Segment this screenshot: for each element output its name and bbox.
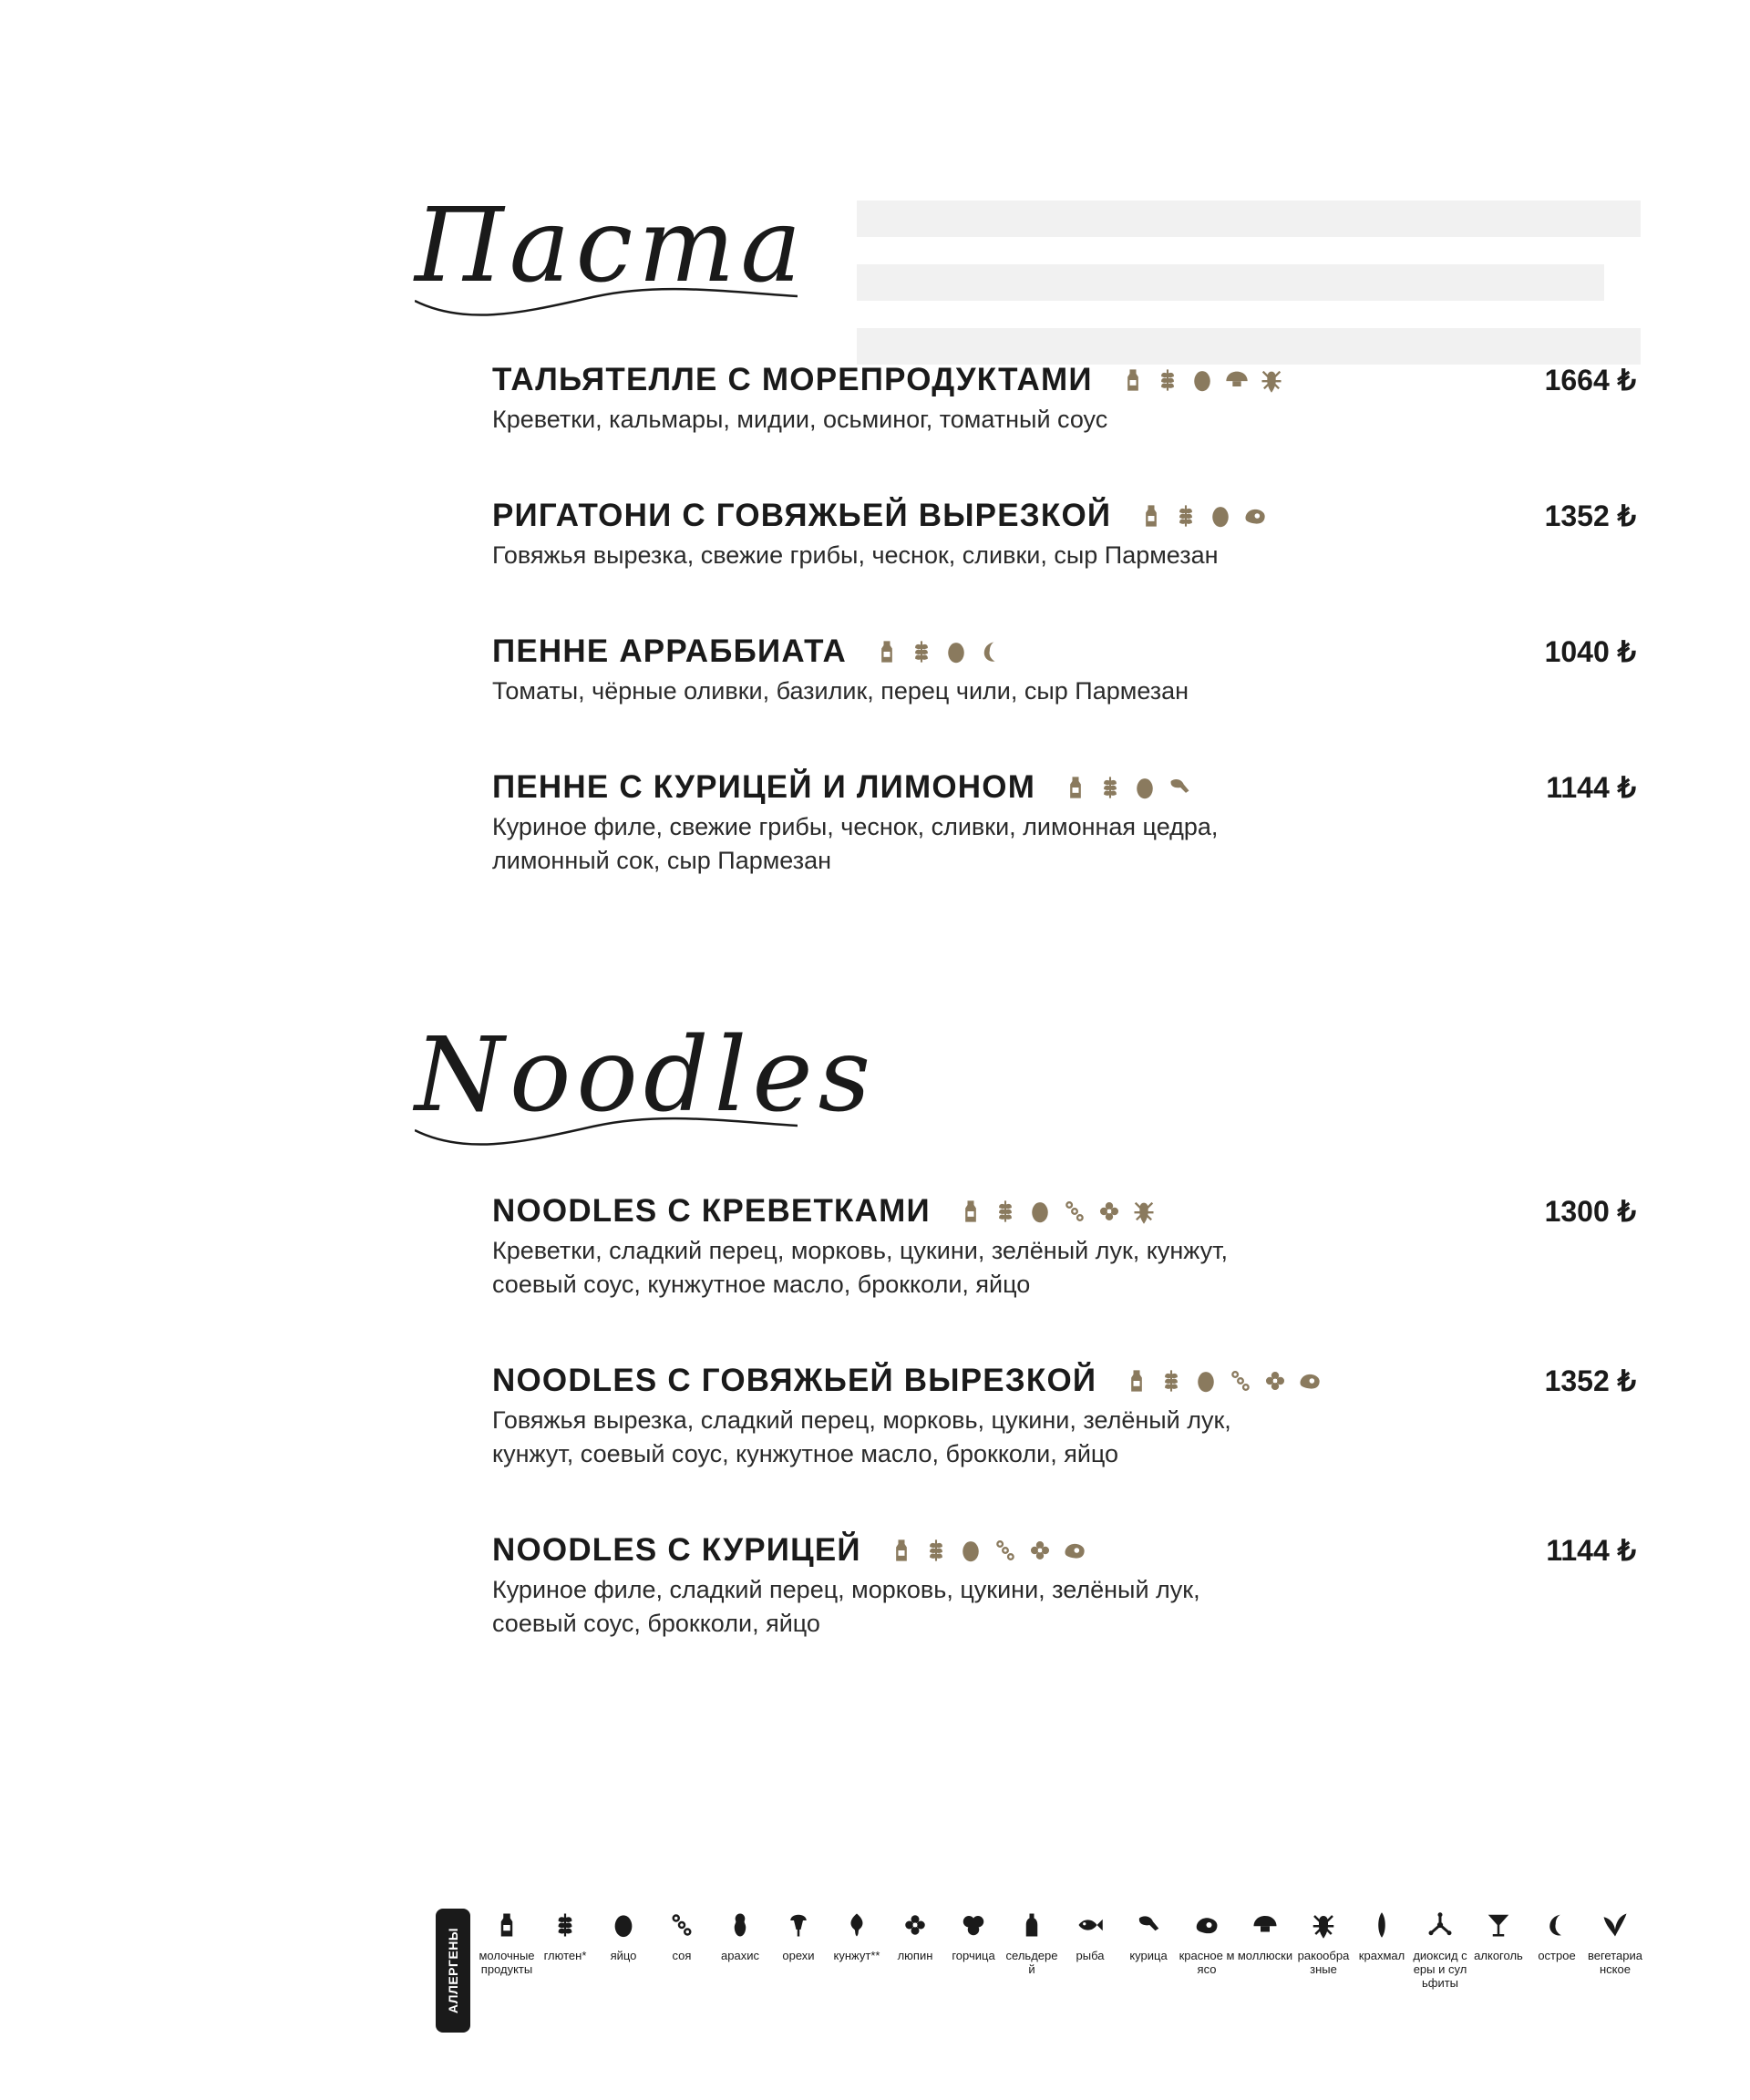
dish-item <box>492 1190 1636 1302</box>
legend-item <box>1528 1909 1586 1990</box>
peanut-icon <box>726 1911 754 1939</box>
soy-icon <box>1228 1368 1253 1394</box>
legend-label: яйцо <box>610 1949 637 1962</box>
dish-allergens <box>1063 775 1192 800</box>
dairy-icon <box>874 639 900 664</box>
dish-description: Говяжья вырезка, сладкий перец, морковь, цукини, зелёный лук, кунжут, соевый соус, кунжутное масло, брокколи, яйцо <box>492 1406 1231 1467</box>
dish-item <box>492 1360 1636 1471</box>
dairy-icon <box>1120 367 1146 393</box>
egg-icon <box>610 1911 637 1939</box>
soy-icon <box>1062 1199 1087 1224</box>
lupin-icon <box>1262 1368 1288 1394</box>
celery-icon <box>1018 1911 1045 1939</box>
legend-item <box>769 1909 828 1990</box>
dish-name: ПЕННЕ АРРАББИАТА <box>492 633 847 669</box>
legend-item <box>478 1909 536 1990</box>
dish-allergens <box>889 1538 1087 1563</box>
dairy-icon <box>889 1538 914 1563</box>
legend-label: курица <box>1129 1949 1168 1962</box>
gluten-icon <box>1097 775 1123 800</box>
legend-item <box>1411 1909 1469 1990</box>
legend-label: молочные продукты <box>479 1949 535 1976</box>
dish-name: NOODLES С КРЕВЕТКАМИ <box>492 1193 931 1229</box>
egg-icon <box>1189 367 1215 393</box>
gluten-icon <box>551 1911 579 1939</box>
section-title-noodles: Noodles <box>415 1016 877 1135</box>
legend-item <box>1178 1909 1236 1990</box>
legend-label: красное мясо <box>1179 1949 1235 1976</box>
egg-icon <box>1208 503 1233 529</box>
dish-item <box>492 1529 1636 1641</box>
crustacean-icon <box>1131 1199 1157 1224</box>
legend-item <box>886 1909 944 1990</box>
dish-description: Креветки, кальмары, мидии, осьминог, томатный соус <box>492 406 1108 433</box>
legend-label: рыба <box>1076 1949 1105 1962</box>
lupin-icon <box>901 1911 929 1939</box>
dish-description: Куриное филе, сладкий перец, морковь, цукини, зелёный лук, соевый соус, брокколи, яйцо <box>492 1576 1200 1637</box>
dish-price: 1352 ₺ <box>1544 499 1636 532</box>
gluten-icon <box>923 1538 949 1563</box>
legend-label: крахмал <box>1358 1949 1405 1962</box>
gluten-icon <box>1158 1368 1184 1394</box>
legend-label: арахис <box>721 1949 759 1962</box>
legend-label: горчица <box>952 1949 995 1962</box>
dish-description: Говяжья вырезка, свежие грибы, чеснок, сливки, сыр Пармезан <box>492 541 1219 569</box>
dish-allergens <box>1138 503 1268 529</box>
allergen-legend <box>436 1909 1648 2045</box>
starch-icon <box>1368 1911 1395 1939</box>
legend-label: ракообразные <box>1297 1949 1350 1976</box>
legend-label: моллюски <box>1237 1949 1293 1962</box>
legend-items <box>478 1909 1644 1990</box>
legend-label: алкоголь <box>1474 1949 1523 1962</box>
dish-description: Куриное филе, свежие грибы, чеснок, сливки, лимонная цедра, лимонный сок, сыр Пармезан <box>492 813 1219 874</box>
red-meat-icon <box>1062 1538 1087 1563</box>
legend-item <box>1119 1909 1178 1990</box>
red-meat-icon <box>1297 1368 1323 1394</box>
egg-icon <box>943 639 969 664</box>
legend-item <box>1236 1909 1294 1990</box>
nut-icon <box>785 1911 812 1939</box>
chicken-icon <box>1167 775 1192 800</box>
legend-item <box>1353 1909 1411 1990</box>
legend-label: диоксид серы и сульфиты <box>1413 1949 1467 1990</box>
dish-item <box>492 359 1636 437</box>
crustacean-icon <box>1310 1911 1337 1939</box>
dish-name: NOODLES С КУРИЦЕЙ <box>492 1532 861 1568</box>
title-swash <box>415 264 798 337</box>
legend-label: соя <box>672 1949 692 1962</box>
legend-tab <box>436 1909 470 2033</box>
legend-item <box>1469 1909 1528 1990</box>
legend-label: орехи <box>782 1949 815 1962</box>
dish-item <box>492 495 1636 572</box>
dairy-icon <box>1124 1368 1149 1394</box>
gluten-icon <box>1173 503 1199 529</box>
dish-name: РИГАТОНИ С ГОВЯЖЬЕЙ ВЫРЕЗКОЙ <box>492 498 1112 533</box>
spicy-icon <box>978 639 1004 664</box>
legend-item <box>1586 1909 1644 1990</box>
dairy-icon <box>1063 775 1088 800</box>
legend-title: АЛЛЕРГЕНЫ <box>446 1927 460 2014</box>
legend-item <box>944 1909 1003 1990</box>
legend-item <box>653 1909 711 1990</box>
red-meat-icon <box>1242 503 1268 529</box>
section-title-pasta: Паста <box>415 187 808 305</box>
legend-item <box>1294 1909 1353 1990</box>
dish-name: ТАЛЬЯТЕЛЛЕ С МОРЕПРОДУКТАМИ <box>492 362 1093 397</box>
gluten-icon <box>1155 367 1180 393</box>
legend-label: сельдерей <box>1005 1949 1058 1976</box>
lupin-icon <box>1096 1199 1122 1224</box>
red-meat-icon <box>1193 1911 1220 1939</box>
egg-icon <box>1132 775 1158 800</box>
egg-icon <box>1193 1368 1219 1394</box>
legend-item <box>828 1909 886 1990</box>
dish-allergens <box>1124 1368 1323 1394</box>
dish-name: ПЕННЕ С КУРИЦЕЙ И ЛИМОНОМ <box>492 769 1036 805</box>
dish-allergens <box>958 1199 1157 1224</box>
chicken-icon <box>1135 1911 1162 1939</box>
soy-icon <box>668 1911 695 1939</box>
legend-label: кунжут** <box>833 1949 880 1962</box>
dish-price: 1144 ₺ <box>1546 1534 1636 1567</box>
dish-allergens <box>1120 367 1284 393</box>
mollusc-icon <box>1224 367 1250 393</box>
lupin-icon <box>1027 1538 1053 1563</box>
gluten-icon <box>909 639 934 664</box>
legend-label: острое <box>1538 1949 1576 1962</box>
dish-price: 1144 ₺ <box>1546 771 1636 804</box>
dish-item <box>492 631 1636 708</box>
alcohol-icon <box>1485 1911 1512 1939</box>
dairy-icon <box>958 1199 983 1224</box>
crustacean-icon <box>1259 367 1284 393</box>
egg-icon <box>1027 1199 1053 1224</box>
dish-description: Креветки, сладкий перец, морковь, цукини, зелёный лук, кунжут, соевый соус, кунжутное масло, брокколи, яйцо <box>492 1237 1229 1298</box>
gluten-icon <box>993 1199 1018 1224</box>
dairy-icon <box>1138 503 1164 529</box>
dish-price: 1664 ₺ <box>1544 364 1636 396</box>
dish-price: 1352 ₺ <box>1544 1364 1636 1397</box>
mustard-icon <box>960 1911 987 1939</box>
spicy-icon <box>1543 1911 1570 1939</box>
title-swash <box>415 1094 798 1167</box>
legend-label: люпин <box>897 1949 933 1962</box>
vegetarian-icon <box>1601 1911 1629 1939</box>
dish-price: 1040 ₺ <box>1544 635 1636 668</box>
legend-item <box>1003 1909 1061 1990</box>
fish-icon <box>1076 1911 1104 1939</box>
legend-item <box>711 1909 769 1990</box>
legend-item <box>536 1909 594 1990</box>
soy-icon <box>993 1538 1018 1563</box>
legend-label: вегетарианское <box>1587 1949 1642 1976</box>
dish-description: Томаты, чёрные оливки, базилик, перец чили, сыр Пармезан <box>492 677 1189 705</box>
dairy-icon <box>493 1911 520 1939</box>
dish-allergens <box>874 639 1004 664</box>
legend-item <box>594 1909 653 1990</box>
mollusc-icon <box>1251 1911 1279 1939</box>
dish-name: NOODLES С ГОВЯЖЬЕЙ ВЫРЕЗКОЙ <box>492 1363 1097 1398</box>
dish-price: 1300 ₺ <box>1544 1195 1636 1228</box>
sulphite-icon <box>1426 1911 1454 1939</box>
legend-label: глютен* <box>543 1949 587 1962</box>
dish-item <box>492 767 1636 878</box>
sesame-icon <box>843 1911 870 1939</box>
legend-item <box>1061 1909 1119 1990</box>
egg-icon <box>958 1538 983 1563</box>
